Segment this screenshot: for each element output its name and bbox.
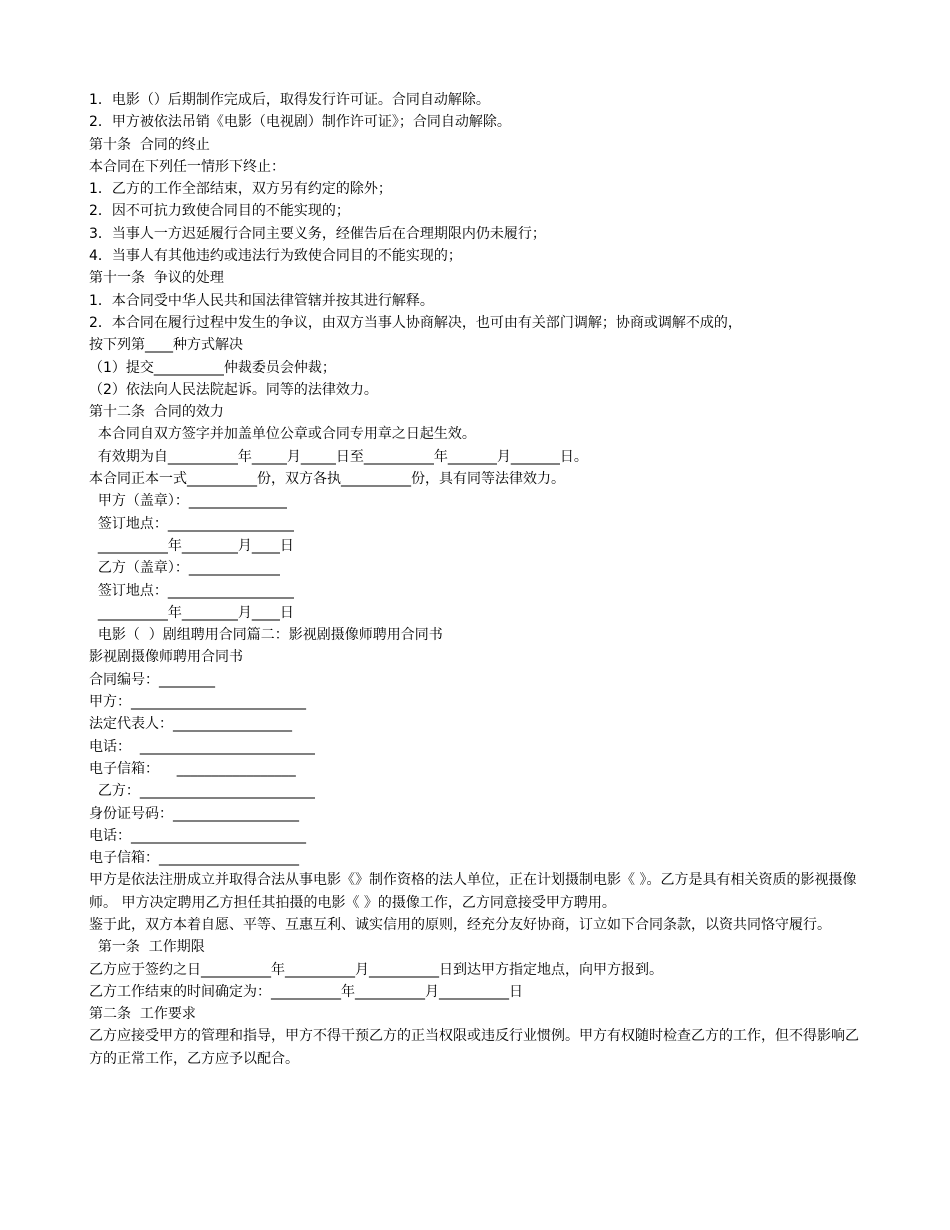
section-heading: 第十一条 争议的处理 bbox=[89, 270, 224, 287]
text-line: 本合同正本一式__________份，双方各执__________份，具有同等法律效力。 bbox=[89, 471, 565, 488]
text-line: 本合同自双方签字并加盖单位公章或合同专用章之日起生效。 bbox=[89, 426, 476, 443]
paragraph: 甲方是依法注册成立并取得合法从事电影《》制作资格的法人单位，正在计划摄制电影《 》。乙方是具有相关资质的影视摄像师。 甲方决定聘用乙方担任其拍摄的电影《 》的摄像工作，乙方同意接受甲方聘用。 bbox=[89, 872, 857, 911]
signature-field: 签订地点：__________________ bbox=[89, 515, 294, 532]
text-line: 1．乙方的工作全部结束，双方另有约定的除外； bbox=[89, 181, 392, 198]
text-line: 2．本合同在履行过程中发生的争议，由双方当事人协商解决，也可由有关部门调解；协商或调解不成的， bbox=[89, 314, 742, 331]
section-heading: 第十二条 合同的效力 bbox=[89, 404, 224, 421]
text-line: 电影（ ）剧组聘用合同篇二：影视剧摄像师聘用合同书 bbox=[89, 627, 443, 644]
text-line: 乙方工作结束的时间确定为：__________年__________月__________日 bbox=[89, 983, 523, 1000]
form-field: 法定代表人：_________________ bbox=[89, 716, 292, 733]
text-line: 3．当事人一方迟延履行合同主要义务，经催告后在合理期限内仍未履行； bbox=[89, 225, 546, 242]
form-field: 电话：_________________________ bbox=[89, 827, 306, 844]
text-line: 本合同在下列任一情形下终止： bbox=[89, 158, 285, 175]
form-field: 乙方：_________________________ bbox=[89, 783, 315, 800]
signature-field: __________年________月____日 bbox=[89, 604, 294, 621]
paragraph: 鉴于此，双方本着自愿、平等、互惠互利、诚实信用的原则，经充分友好协商，订立如下合同条款，以资共同恪守履行。 bbox=[89, 916, 831, 933]
text-line: 2．因不可抗力致使合同目的不能实现的； bbox=[89, 203, 350, 220]
paragraph: 乙方应接受甲方的管理和指导，甲方不得干预乙方的正当权限或违反行业惯例。甲方有权随时检查乙方的工作，但不得影响乙方的正常工作，乙方应予以配合。 bbox=[89, 1028, 859, 1067]
text-line: （1）提交__________仲裁委员会仲裁； bbox=[89, 359, 336, 376]
text-line: 1．电影（）后期制作完成后，取得发行许可证。合同自动解除。 bbox=[89, 92, 490, 108]
form-field: 电话： _________________________ bbox=[89, 738, 315, 755]
document-page bbox=[89, 89, 869, 1070]
form-field: 甲方：_________________________ bbox=[89, 694, 306, 711]
section-heading: 第十条 合同的终止 bbox=[89, 136, 210, 153]
text-line: （2）依法向人民法院起诉。同等的法律效力。 bbox=[89, 381, 378, 398]
signature-field: 甲方（盖章）：______________ bbox=[89, 493, 287, 510]
signature-field: __________年________月____日 bbox=[89, 537, 294, 554]
text-line: 4．当事人有其他违约或违法行为致使合同目的不能实现的； bbox=[89, 248, 462, 265]
signature-field: 乙方（盖章）：_____________ bbox=[89, 560, 280, 577]
form-field: 合同编号：________ bbox=[89, 671, 215, 688]
text-line: 按下列第____种方式解决 bbox=[89, 337, 243, 354]
text-line: 有效期为自__________年_____月_____日至__________年_______月_______日。 bbox=[89, 448, 588, 465]
text-line: 2．甲方被依法吊销《电影（电视剧）制作许可证》；合同自动解除。 bbox=[89, 114, 511, 131]
form-field: 电子信箱： _________________ bbox=[89, 760, 296, 777]
form-field: 电子信箱：____________________ bbox=[89, 850, 299, 867]
form-field: 身份证号码：__________________ bbox=[89, 805, 299, 822]
document-title: 影视剧摄像师聘用合同书 bbox=[89, 649, 243, 666]
signature-field: 签订地点：__________________ bbox=[89, 582, 294, 599]
text-line: 1．本合同受中华人民共和国法律管辖并按其进行解释。 bbox=[89, 292, 434, 309]
section-heading: 第二条 工作要求 bbox=[89, 1006, 196, 1023]
section-heading: 第一条 工作期限 bbox=[89, 939, 205, 956]
text-line: 乙方应于签约之日__________年__________月__________日到达甲方指定地点，向甲方报到。 bbox=[89, 961, 663, 978]
